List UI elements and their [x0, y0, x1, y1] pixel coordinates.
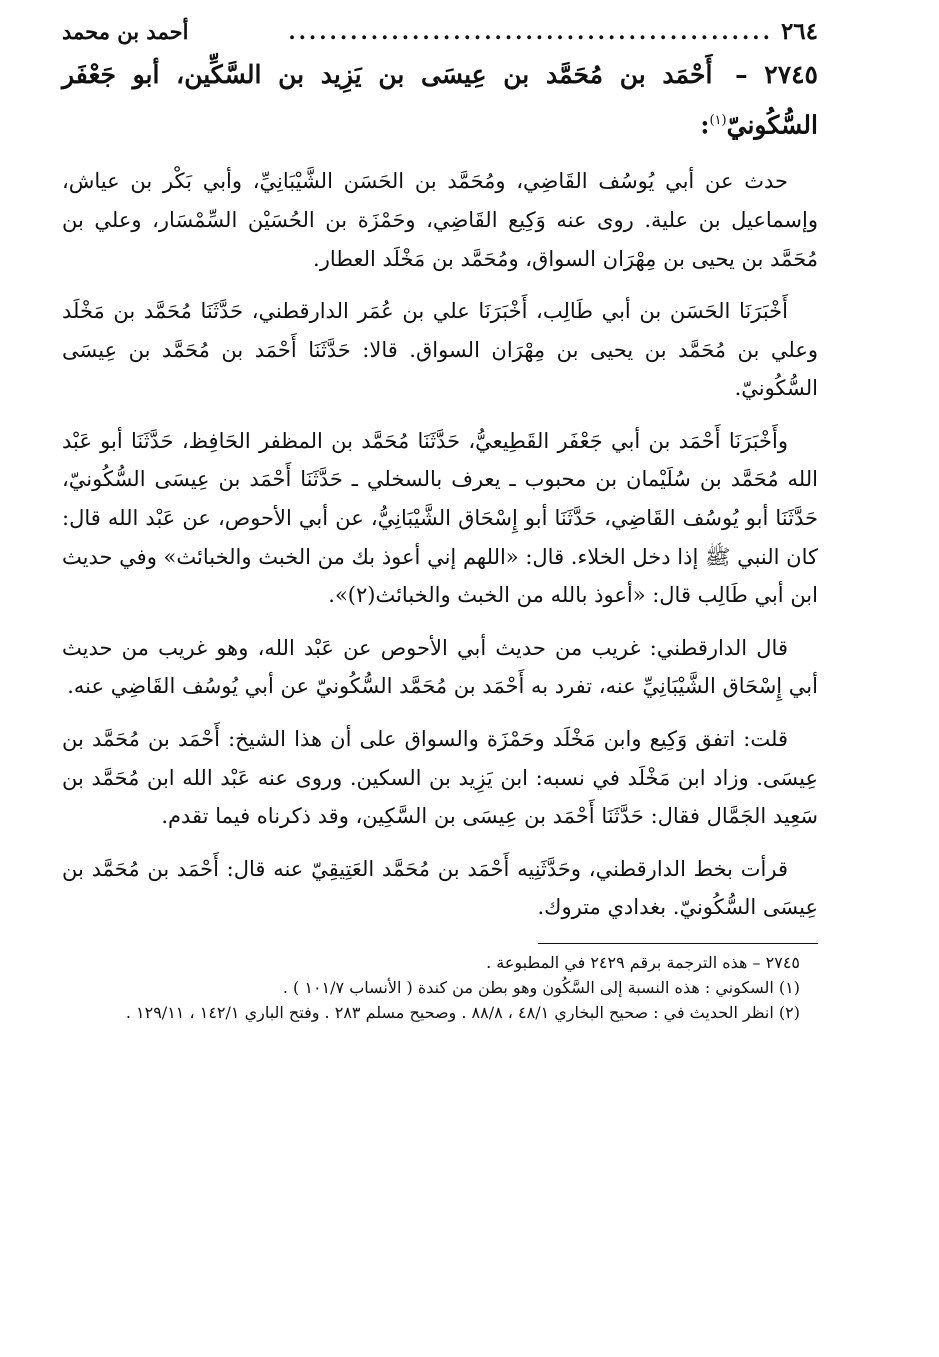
paragraph-5: قلت: اتفق وَكِيع وابن مَخْلَد وحَمْزَة والسواق على أن هذا الشيخ: أَحْمَد بن مُحَمَّد بن عِيسَى. وزاد ابن مَخْلَد في نسبه: ابن يَزِيد بن السكين. وروى عنه عَبْد الله ابن مُحَمَّد بن سَعِيد الجَمَّال فقال: حَدَّثَنَا أَحْمَد بن عِيسَى بن السَّكِين، وقد ذكرناه فيما تقدم.: [62, 727, 818, 829]
entry-title: [62, 52, 818, 148]
page-number: ٢٦٤: [780, 18, 818, 45]
header-leader-dots: ...............................................: [288, 19, 773, 44]
running-title: أحمد بن محمد: [62, 19, 189, 44]
footnote-entry-note: ٢٧٤٥ – هذه الترجمة برقم ٢٤٢٩ في المطبوعة .: [486, 953, 800, 973]
entry-name: أَحْمَد بن مُحَمَّد بن عِيسَى بن يَزِيد بن السَّكِّين، أبو جَعْفَر السُّكُونيّ: [62, 60, 818, 140]
paragraph-1: حدث عن أبي يُوسُف القَاضِي، ومُحَمَّد بن الحَسَن الشَّيْبَانِيِّ، وأبي بَكْر بن عياش، وإسماعيل بن علية. روى عنه وَكِيع القَاضِي، وحَمْزَة بن الحُسَيْن السِّمْسَار، وعلي بن مُحَمَّد بن يحيى بن مِهْرَان السواق، ومُحَمَّد بن مَخْلَد العطار.: [62, 169, 818, 271]
paragraph-4: قال الدارقطني: غريب من حديث أبي الأحوص عن عَبْد الله، وهو غريب من حديث أبي إِسْحَاق الشَّيْبَانِيِّ عنه، تفرد به أَحْمَد بن مُحَمَّد السُّكُونيّ عن أبي يُوسُف القَاضِي عنه.: [62, 635, 818, 699]
footnote-1: (١) السكوني : هذه النسبة إلى السَّكُون وهو بطن من كندة ( الأنساب ١٠١/٧ ) .: [282, 978, 800, 998]
entry-title-colon: :: [700, 110, 710, 140]
footnote-2: (٢) انظر الحديث في : صحيح البخاري ٤٨/١ ، ٨٨/٨ . وصحيح مسلم ٢٨٣ . وفتح الباري ١٤٢/١ ، ١٢٩/١١ .: [125, 1003, 800, 1023]
running-header: [62, 18, 818, 52]
paragraph-3: وأَخْبَرَنَا أَحْمَد بن أبي جَعْفَر القَطِيعيُّ، حَدَّثَنَا مُحَمَّد بن المظفر الحَافِظ، حَدَّثَنَا أبو عَبْد الله مُحَمَّد بن سُلَيْمان بن محبوب ـ يعرف بالسخلي ـ حَدَّثَنَا أَحْمَد بن عِيسَى السُّكُونيّ، حَدَّثَنَا أبو يُوسُف القَاضِي، حَدَّثَنَا أبو إِسْحَاق الشَّيْبَانِيُّ، عن أبي الأحوص، عن عَبْد الله قال: كان النبي ﷺ إذا دخل الخلاء. قال: «اللهم إني أعوذ بك من الخبث والخبائث» وفي حديث ابن أبي طَالِب قال: «أعوذ بالله من الخبث والخبائث(٢)».: [62, 428, 818, 608]
entry-number: ٢٧٤٥ –: [735, 60, 818, 89]
footnote-divider: [538, 943, 818, 944]
paragraph-6: قرأت بخط الدارقطني، وحَدَّثَنِيه أَحْمَد بن مُحَمَّد العَتِيقِيّ عنه قال: أَحْمَد بن مُحَمَّد بن عِيسَى السُّكُونيّ. بغدادي متروك.: [62, 856, 818, 920]
paragraph-2: أَخْبَرَنَا الحَسَن بن أبي طَالِب، أَخْبَرَنَا علي بن عُمَر الدارقطني، حَدَّثَنَا مُحَمَّد بن مَخْلَد وعلي بن مُحَمَّد بن يحيى بن مِهْرَان السواق. قالا: حَدَّثَنَا أَحْمَد بن مُحَمَّد بن عِيسَى السُّكُونيّ.: [62, 299, 818, 401]
footnotes: [62, 950, 818, 1025]
book-page: [62, 18, 818, 1025]
footnote-marker: (١): [709, 113, 727, 128]
